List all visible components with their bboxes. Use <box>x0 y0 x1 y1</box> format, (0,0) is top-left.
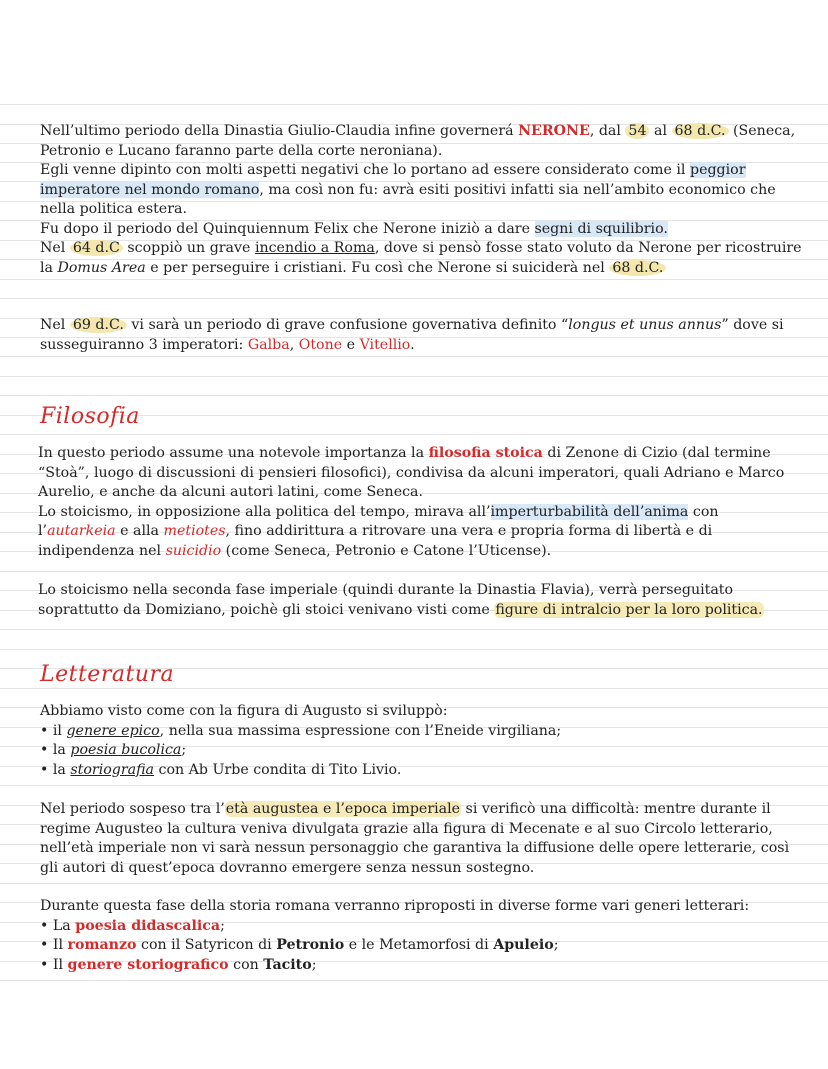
list-item: • la poesia bucolica; <box>40 742 187 758</box>
emperor-galba: Galba <box>247 336 290 353</box>
list-item: • Il romanzo con il Satyricon di Petronio e le Metamorfosi di Apuleio; <box>40 937 559 953</box>
filosofia-heading: Filosofia <box>40 404 140 429</box>
list-item: • la storiografia con Ab Urbe condita di Tito Livio. <box>40 761 402 778</box>
nerone-name: NERONE <box>518 123 590 139</box>
longus-annus-paragraph: Nel 69 d.C. vi sarà un periodo di grave confusione governativa definito “longus et unus annus” dove si susseguiranno 3 imperatori: Galba, Otone e Vitellio. <box>40 317 784 353</box>
list-item: • Il genere storiografico con Tacito; <box>40 956 317 973</box>
year-68: 68 d.C. <box>672 123 729 139</box>
augusto-list: Abbiamo visto come con la figura di Augusto si sviluppò: • il genere epico, nella sua massima espressione con l’Eneide virgiliana; • la poesia bucolica; • la storiografia con Ab Urbe condita di Tito Livio. <box>40 702 800 780</box>
nerone-paragraph: Nell’ultimo periodo della Dinastia Giulio-Claudia infine governerá NERONE, dal 54 al 68 d.C. (Seneca, Petronio e Lucano faranno parte della corte neroniana). Egli venne dipinto con molti aspetti negativi che lo portano ad essere considerato come il peggior imperatore nel mondo romano, ma così non fu: avrà esiti positivi infatti sia nell’ambito economico che nella politica estera. Fu dopo il periodo del Quinquiennum Felix che Nerone iniziò a dare segni di squilibrio. Nel 64 d.C scoppiò un grave incendio a Roma, dove si pensò fosse stato voluto da Nerone per ricostruire la Domus Area e per perseguire i cristiani. Fu così che Nerone si suiciderà nel 68 d.C. <box>40 123 802 276</box>
periodo-sospeso-paragraph: Nel periodo sospeso tra l’età augustea e l’epoca imperiale si verificò una difficoltà: mentre durante il regime Augusteo la cultura veniva divulgata grazie alla figura di Mecenate e al suo Circolo letterario, nell’età imperiale non vi sarà nessun personaggio che garantiva la diffusione delle opere letterarie, così gli autori di quest’epoca dovranno emergere senza nessun sostegno. <box>40 801 790 876</box>
stoicismo-paragraph: Lo stoicismo nella seconda fase imperiale (quindi durante la Dinastia Flavia), verrà perseguitato soprattutto da Domiziano, poichè gli stoici venivano visti come figure di intralcio per la loro politica. <box>38 582 763 618</box>
emperor-otone: Otone <box>298 336 343 353</box>
list-item: • La poesia didascalica; <box>40 917 225 934</box>
filosofia-paragraph: In questo periodo assume una notevole importanza la filosofia stoica di Zenone di Cizio (dal termine “Stoà”, luogo di discussioni di pensieri filosofici), condivisa da alcuni imperatori, quali Adriano e Marco Aurelio, e anche da alcuni autori latini, come Seneca. Lo stoicismo, in opposizione alla politica del tempo, mirava all’imperturbabilità dell’anima con l’autarkeia e alla metiotes, fino addirittura a ritrovare una vera e propria forma di libertà e di indipendenza nel suicidio (come Seneca, Petronio e Catone l’Uticense). <box>38 445 785 559</box>
emperor-vitellio: Vitellio <box>359 336 411 353</box>
year-54: 54 <box>625 123 649 139</box>
generi-list: Durante questa fase della storia romana verranno riproposti in diverse forme vari generi letterari: • La poesia didascalica; • Il romanzo con il Satyricon di Petronio e le Metamorfosi di Apuleio; • Il genere storiografico con Tacito; <box>40 897 800 975</box>
list-item: • il genere epico, nella sua massima espressione con l’Eneide virgiliana; <box>40 722 562 739</box>
letteratura-heading: Letteratura <box>40 662 175 687</box>
